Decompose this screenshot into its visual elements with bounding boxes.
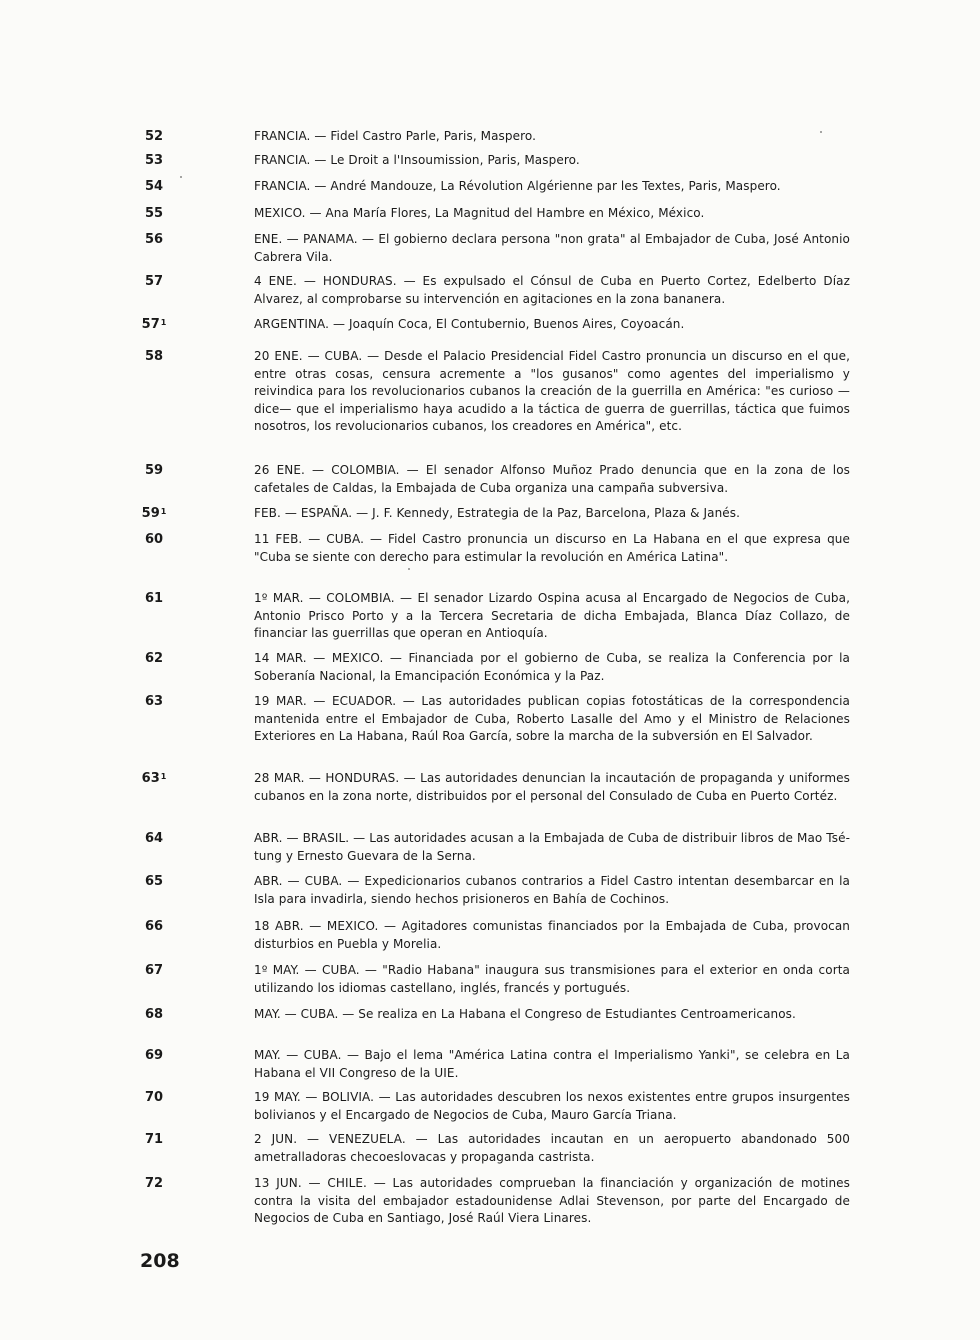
entry-number-value: 52 (144, 129, 164, 144)
entry-number-value: 58 (144, 349, 164, 364)
entry-number (130, 1175, 178, 1193)
entry-text: 20 ENE. — CUBA. — Desde el Palacio Presidencial Fidel Castro pronuncia un discurso en el que, entre otras cosas, censura acremente a "los gusanos" como agentes del imperialismo y reivindica para los revolucionarios cubanos la creación de la guerrilla en América: "es curioso —dice— que el imperialismo haya acudido a la táctica de guerra de guerrillas, táctica que fuimos nosotros, los revolucionarios cubanos, los creadores en América", etc. (254, 349, 850, 433)
entry-number (130, 1131, 178, 1149)
entry-text: 18 ABR. — MEXICO. — Agitadores comunistas financiados por la Embajada de Cuba, provocan disturbios en Puebla y Morelia. (254, 919, 850, 951)
scan-speck (408, 568, 410, 570)
entry-text: 28 MAR. — HONDURAS. — Las autoridades denuncian la incautación de propaganda y uniformes cubanos en la zona norte, distribuidos por el personal del Consulado de Cuba en Puerto Cortéz. (254, 771, 850, 803)
entry-text: FRANCIA. — André Mandouze, La Révolution Algérienne par les Textes, Paris, Maspero. (254, 179, 781, 193)
entry-number (130, 873, 178, 891)
entry-number (130, 1047, 178, 1065)
entry-text: ARGENTINA. — Joaquín Coca, El Contubernio, Buenos Aires, Coyoacán. (254, 317, 685, 331)
entry-text: 4 ENE. — HONDURAS. — Es expulsado el Cónsul de Cuba en Puerto Cortez, Edelberto Díaz Alvarez, al comprobarse su intervención en agitaciones en la zona bananera. (254, 274, 850, 306)
entry-number (130, 348, 178, 366)
entry-number (130, 1089, 178, 1107)
entry-number-value: 57 (141, 317, 160, 332)
entry-number-value: 69 (144, 1048, 164, 1063)
entry-text: 19 MAY. — BOLIVIA. — Las autoridades descubren los nexos existentes entre grupos insurgentes bolivianos y el Encargado de Negocios de Cuba, Mauro García Triana. (254, 1090, 850, 1122)
entry-text: 2 JUN. — VENEZUELA. — Las autoridades incautan en un aeropuerto abandonado 500 ametralladoras checoeslovacas y propaganda castrista. (254, 1132, 850, 1164)
entry-number-value: 55 (144, 206, 164, 221)
entry-number (130, 1006, 178, 1024)
scan-speck (820, 131, 822, 133)
entry-text: ENE. — PANAMA. — El gobierno declara persona "non grata" al Embajador de Cuba, José Antonio Cabrera Vila. (254, 232, 850, 264)
entry-text: ABR. — CUBA. — Expedicionarios cubanos contrarios a Fidel Castro intentan desembarcar en la Isla para invadirla, siendo hechos prisioneros en Bahía de Cochinos. (254, 874, 850, 906)
entry-number (130, 693, 178, 711)
entry-number-value: 61 (144, 591, 164, 606)
entry-number-value: 54 (144, 179, 164, 194)
entry-number (130, 128, 178, 146)
entry-number-value: 59 (144, 463, 164, 478)
entry-number-value: 67 (144, 963, 164, 978)
entry-number (130, 770, 178, 788)
entry-text: FEB. — ESPAÑA. — J. F. Kennedy, Estrategia de la Paz, Barcelona, Plaza & Janés. (254, 506, 741, 520)
entry-number-value: 53 (144, 153, 164, 168)
entry-number-superscript: 1 (160, 507, 167, 516)
entry-number-value: 63 (141, 771, 160, 786)
entry-number (130, 650, 178, 668)
entry-number-value: 71 (144, 1132, 164, 1147)
entry-text: 14 MAR. — MEXICO. — Financiada por el gobierno de Cuba, se realiza la Conferencia por la Soberanía Nacional, la Emancipación Económica y la Paz. (254, 651, 850, 683)
page-number: 208 (140, 1250, 180, 1272)
entry-text: 1º MAY. — CUBA. — "Radio Habana" inaugura sus transmisiones para el exterior en onda corta utilizando los idiomas castellano, inglés, francés y portugués. (254, 963, 850, 995)
entry-number-value: 65 (144, 874, 164, 889)
entry-number-value: 56 (144, 232, 164, 247)
entry-number-value: 70 (144, 1090, 164, 1105)
entry-number-value: 59 (141, 506, 160, 521)
entry-text: ABR. — BRASIL. — Las autoridades acusan a la Embajada de Cuba de distribuir libros de Mao Tsé-tung y Ernesto Guevara de la Serna. (254, 831, 850, 863)
entry-number-value: 68 (144, 1007, 164, 1022)
entry-number (130, 830, 178, 848)
entry-number-value: 66 (144, 919, 164, 934)
entry-text: MAY. — CUBA. — Se realiza en La Habana el Congreso de Estudiantes Centroamericanos. (254, 1007, 796, 1021)
entry-number-value: 62 (144, 651, 164, 666)
entry-number (130, 273, 178, 291)
entry-text: MAY. — CUBA. — Bajo el lema "América Latina contra el Imperialismo Yanki", se celebra en La Habana el VII Congreso de la UIE. (254, 1048, 850, 1080)
entry-number (130, 962, 178, 980)
entry-number-value: 57 (144, 274, 164, 289)
entry-number (130, 152, 178, 170)
entry-number-value: 72 (144, 1176, 164, 1191)
entry-number-value: 60 (144, 532, 164, 547)
entry-text: MEXICO. — Ana María Flores, La Magnitud del Hambre en México, México. (254, 206, 705, 220)
entry-number (130, 231, 178, 249)
entry-text: FRANCIA. — Le Droit a l'Insoumission, Paris, Maspero. (254, 153, 580, 167)
entry-text: FRANCIA. — Fidel Castro Parle, Paris, Maspero. (254, 129, 537, 143)
entry-number (130, 178, 178, 196)
entry-number (130, 205, 178, 223)
entry-text: 26 ENE. — COLOMBIA. — El senador Alfonso Muñoz Prado denuncia que en la zona de los cafetales de Caldas, la Embajada de Cuba organiza una campaña subversiva. (254, 463, 850, 495)
entry-number-value: 63 (144, 694, 164, 709)
scan-speck (180, 176, 182, 178)
entry-number (130, 590, 178, 608)
entry-number (130, 918, 178, 936)
entry-text: 11 FEB. — CUBA. — Fidel Castro pronuncia un discurso en La Habana en el que expresa que "Cuba se siente con derecho para estimular la revolución en América Latina". (254, 532, 850, 564)
entry-number (130, 505, 178, 523)
entry-number-value: 64 (144, 831, 164, 846)
entry-text: 13 JUN. — CHILE. — Las autoridades comprueban la financiación y organización de motines contra la visita del embajador estadounidense Adlai Stevenson, por parte del Encargado de Negocios de Cuba en Santiago, José Raúl Viera Linares. (254, 1176, 850, 1225)
entry-text: 19 MAR. — ECUADOR. — Las autoridades publican copias fotostáticas de la correspondencia mantenida entre el Embajador de Cuba, Roberto Lasalle del Amo y el Ministro de Relaciones Exteriores en La Habana, Raúl Roa García, sobre la marcha de la subversión en El Salvador. (254, 694, 850, 743)
entry-number (130, 531, 178, 549)
entry-text: 1º MAR. — COLOMBIA. — El senador Lizardo Ospina acusa al Encargado de Negocios de Cuba, Antonio Prisco Porto y a la Tercera Secretaria de dicha Embajada, Blanca Díaz Collazo, de financiar las guerrillas que operan en Antioquía. (254, 591, 850, 640)
entry-number (130, 316, 178, 334)
entry-number-superscript: 1 (160, 318, 167, 327)
entry-number-superscript: 1 (160, 772, 167, 781)
entry-number (130, 462, 178, 480)
